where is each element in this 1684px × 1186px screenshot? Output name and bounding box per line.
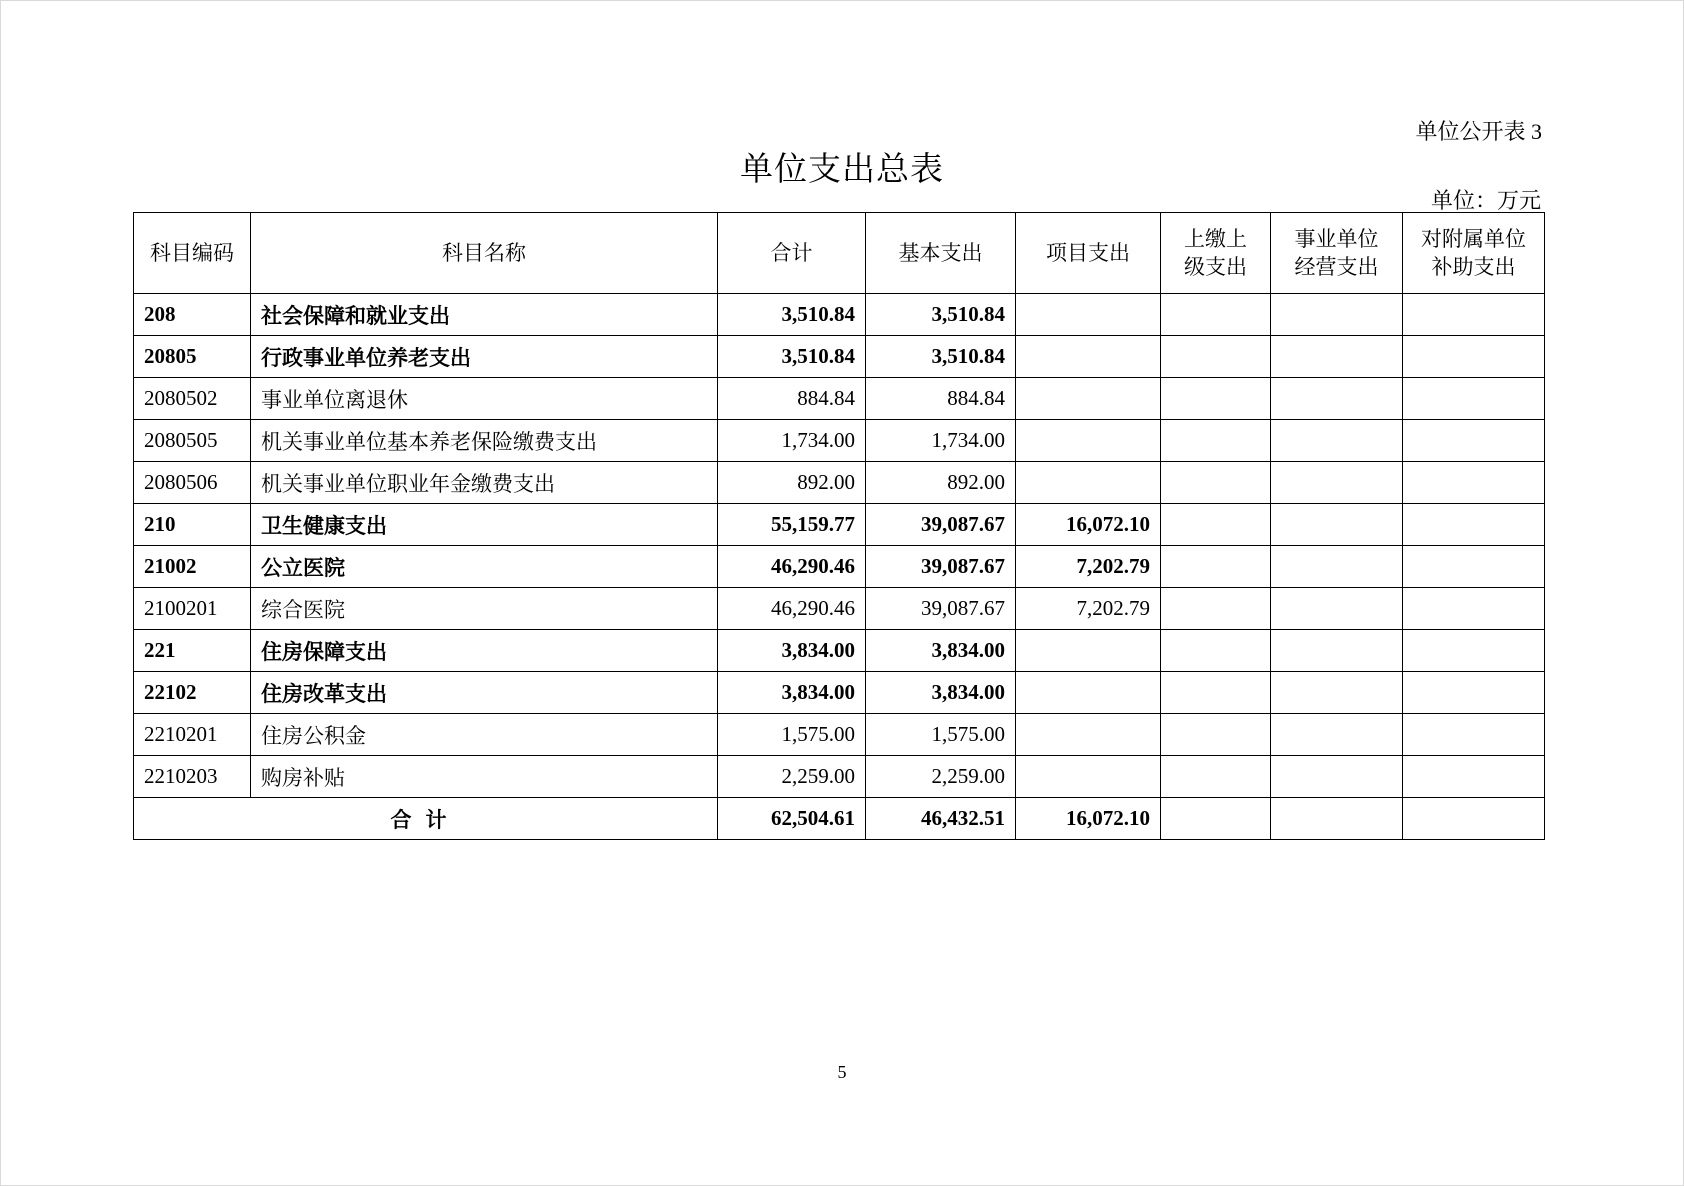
row-code: 2210201 bbox=[134, 714, 251, 756]
row-subsidy bbox=[1403, 546, 1545, 588]
total-basic: 46,432.51 bbox=[866, 798, 1016, 840]
row-total: 2,259.00 bbox=[718, 756, 866, 798]
total-sum: 62,504.61 bbox=[718, 798, 866, 840]
row-code: 2100201 bbox=[134, 588, 251, 630]
row-subsidy bbox=[1403, 462, 1545, 504]
table-row bbox=[134, 546, 1545, 588]
row-name: 住房改革支出 bbox=[251, 672, 718, 714]
row-project: 16,072.10 bbox=[1016, 504, 1161, 546]
header-subsidy: 对附属单位补助支出 bbox=[1403, 213, 1545, 294]
row-project bbox=[1016, 714, 1161, 756]
row-upper bbox=[1161, 714, 1271, 756]
header-basic: 基本支出 bbox=[866, 213, 1016, 294]
row-name: 机关事业单位职业年金缴费支出 bbox=[251, 462, 718, 504]
row-business bbox=[1271, 546, 1403, 588]
header-upper: 上缴上级支出 bbox=[1161, 213, 1271, 294]
row-name: 综合医院 bbox=[251, 588, 718, 630]
row-business bbox=[1271, 420, 1403, 462]
row-basic: 3,510.84 bbox=[866, 336, 1016, 378]
row-subsidy bbox=[1403, 756, 1545, 798]
row-business bbox=[1271, 462, 1403, 504]
row-upper bbox=[1161, 588, 1271, 630]
row-name: 机关事业单位基本养老保险缴费支出 bbox=[251, 420, 718, 462]
row-project bbox=[1016, 462, 1161, 504]
table-row bbox=[134, 756, 1545, 798]
row-total: 3,510.84 bbox=[718, 294, 866, 336]
row-code: 2080506 bbox=[134, 462, 251, 504]
row-project bbox=[1016, 420, 1161, 462]
row-code: 2080502 bbox=[134, 378, 251, 420]
total-subsidy bbox=[1403, 798, 1545, 840]
row-upper bbox=[1161, 756, 1271, 798]
row-business bbox=[1271, 714, 1403, 756]
row-total: 3,834.00 bbox=[718, 672, 866, 714]
row-name: 卫生健康支出 bbox=[251, 504, 718, 546]
row-business bbox=[1271, 294, 1403, 336]
row-code: 210 bbox=[134, 504, 251, 546]
row-basic: 39,087.67 bbox=[866, 588, 1016, 630]
row-upper bbox=[1161, 462, 1271, 504]
row-subsidy bbox=[1403, 714, 1545, 756]
table-row bbox=[134, 420, 1545, 462]
total-row bbox=[134, 798, 1545, 840]
table-header-row bbox=[134, 213, 1545, 294]
header-total: 合计 bbox=[718, 213, 866, 294]
row-business bbox=[1271, 756, 1403, 798]
row-project bbox=[1016, 630, 1161, 672]
row-project: 7,202.79 bbox=[1016, 546, 1161, 588]
row-upper bbox=[1161, 630, 1271, 672]
row-code: 21002 bbox=[134, 546, 251, 588]
row-total: 1,734.00 bbox=[718, 420, 866, 462]
row-business bbox=[1271, 630, 1403, 672]
row-basic: 884.84 bbox=[866, 378, 1016, 420]
expenditure-table bbox=[133, 212, 1545, 840]
row-basic: 39,087.67 bbox=[866, 504, 1016, 546]
row-code: 20805 bbox=[134, 336, 251, 378]
row-upper bbox=[1161, 378, 1271, 420]
row-upper bbox=[1161, 504, 1271, 546]
row-name: 购房补贴 bbox=[251, 756, 718, 798]
row-subsidy bbox=[1403, 588, 1545, 630]
row-total: 892.00 bbox=[718, 462, 866, 504]
table-row bbox=[134, 378, 1545, 420]
row-total: 3,510.84 bbox=[718, 336, 866, 378]
row-project: 7,202.79 bbox=[1016, 588, 1161, 630]
row-upper bbox=[1161, 546, 1271, 588]
total-business bbox=[1271, 798, 1403, 840]
header-code: 科目编码 bbox=[134, 213, 251, 294]
unit-label: 单位：万元 bbox=[1430, 188, 1541, 213]
row-subsidy bbox=[1403, 672, 1545, 714]
header-business: 事业单位经营支出 bbox=[1271, 213, 1403, 294]
row-upper bbox=[1161, 420, 1271, 462]
row-subsidy bbox=[1403, 294, 1545, 336]
table-row bbox=[134, 504, 1545, 546]
row-basic: 3,510.84 bbox=[866, 294, 1016, 336]
row-total: 3,834.00 bbox=[718, 630, 866, 672]
header-project: 项目支出 bbox=[1016, 213, 1161, 294]
total-upper bbox=[1161, 798, 1271, 840]
table-row bbox=[134, 462, 1545, 504]
row-code: 221 bbox=[134, 630, 251, 672]
header-name: 科目名称 bbox=[251, 213, 718, 294]
row-total: 1,575.00 bbox=[718, 714, 866, 756]
row-business bbox=[1271, 588, 1403, 630]
row-code: 2210203 bbox=[134, 756, 251, 798]
row-basic: 1,734.00 bbox=[866, 420, 1016, 462]
row-total: 46,290.46 bbox=[718, 588, 866, 630]
row-subsidy bbox=[1403, 420, 1545, 462]
row-project bbox=[1016, 294, 1161, 336]
row-name: 事业单位离退休 bbox=[251, 378, 718, 420]
row-subsidy bbox=[1403, 504, 1545, 546]
table-row bbox=[134, 294, 1545, 336]
row-upper bbox=[1161, 672, 1271, 714]
row-basic: 39,087.67 bbox=[866, 546, 1016, 588]
row-project bbox=[1016, 336, 1161, 378]
row-name: 住房公积金 bbox=[251, 714, 718, 756]
table-row bbox=[134, 672, 1545, 714]
table-row bbox=[134, 714, 1545, 756]
row-code: 2080505 bbox=[134, 420, 251, 462]
row-upper bbox=[1161, 336, 1271, 378]
row-subsidy bbox=[1403, 630, 1545, 672]
row-name: 公立医院 bbox=[251, 546, 718, 588]
row-name: 社会保障和就业支出 bbox=[251, 294, 718, 336]
row-basic: 3,834.00 bbox=[866, 630, 1016, 672]
row-basic: 3,834.00 bbox=[866, 672, 1016, 714]
table-row bbox=[134, 630, 1545, 672]
row-total: 884.84 bbox=[718, 378, 866, 420]
row-name: 行政事业单位养老支出 bbox=[251, 336, 718, 378]
row-project bbox=[1016, 672, 1161, 714]
row-business bbox=[1271, 672, 1403, 714]
row-business bbox=[1271, 504, 1403, 546]
row-business bbox=[1271, 336, 1403, 378]
page-title: 单位支出总表 bbox=[740, 152, 944, 188]
row-code: 208 bbox=[134, 294, 251, 336]
row-business bbox=[1271, 378, 1403, 420]
row-basic: 892.00 bbox=[866, 462, 1016, 504]
table-number-label: 单位公开表 3 bbox=[1415, 119, 1542, 144]
row-basic: 1,575.00 bbox=[866, 714, 1016, 756]
row-total: 55,159.77 bbox=[718, 504, 866, 546]
row-project bbox=[1016, 378, 1161, 420]
row-subsidy bbox=[1403, 378, 1545, 420]
table-row bbox=[134, 588, 1545, 630]
page-number: 5 bbox=[837, 1062, 847, 1082]
row-basic: 2,259.00 bbox=[866, 756, 1016, 798]
row-name: 住房保障支出 bbox=[251, 630, 718, 672]
row-upper bbox=[1161, 294, 1271, 336]
row-code: 22102 bbox=[134, 672, 251, 714]
table-row bbox=[134, 336, 1545, 378]
total-project: 16,072.10 bbox=[1016, 798, 1161, 840]
row-subsidy bbox=[1403, 336, 1545, 378]
row-project bbox=[1016, 756, 1161, 798]
total-label: 合计 bbox=[134, 798, 718, 840]
row-total: 46,290.46 bbox=[718, 546, 866, 588]
